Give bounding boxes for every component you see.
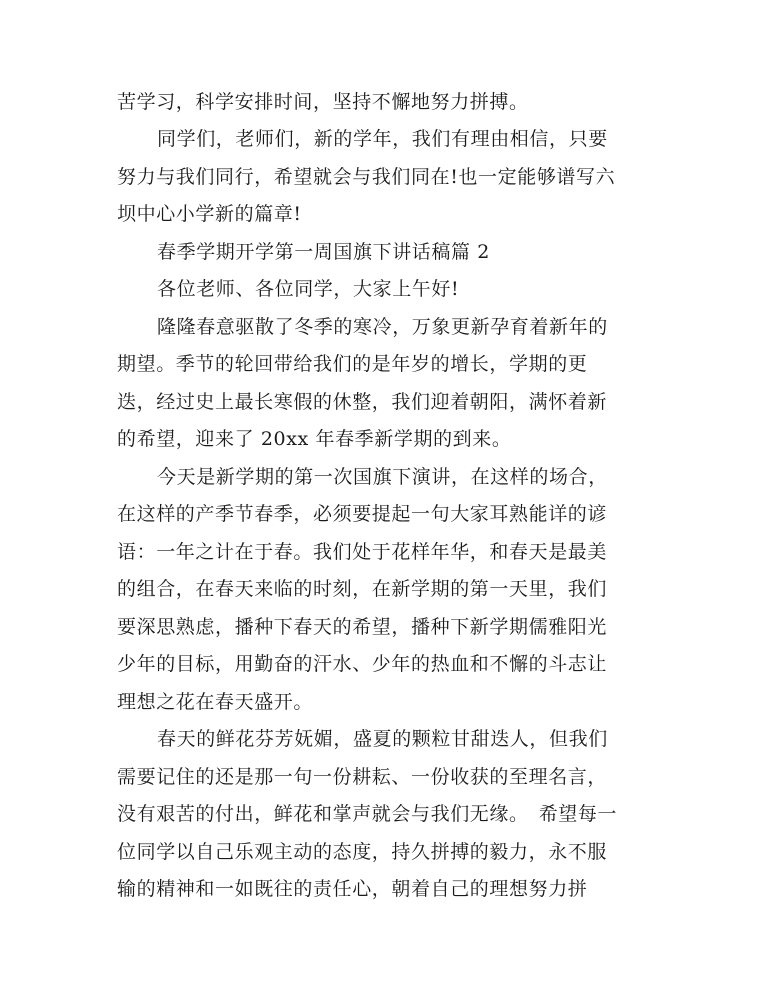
text-line: 坝中心小学新的篇章! <box>117 203 302 225</box>
text-line: 需要记住的还是那一句一份耕耘、一份收获的至理名言， <box>117 766 608 788</box>
text-line: 理想之花在春天盛开。 <box>117 691 314 713</box>
text-line: 位同学以自己乐观主动的态度，持久拼搏的毅力，永不服 <box>117 841 608 863</box>
text-line: 努力与我们同行，希望就会与我们同在!也一定能够谱写六 <box>117 166 616 188</box>
text-line: 苦学习，科学安排时间，坚持不懈地努力拼搏。 <box>117 91 529 113</box>
text-line: 迭，经过史上最长寒假的休整，我们迎着朝阳，满怀着新 <box>117 391 608 413</box>
text-line: 的希望，迎来了 20xx 年春季新学期的到来。 <box>117 428 512 450</box>
text-line: 输的精神和一如既往的责任心，朝着自己的理想努力拼 <box>117 878 588 900</box>
text-line: 今天是新学期的第一次国旗下演讲，在这样的场合， <box>157 466 608 488</box>
text-line: 少年的目标，用勤奋的汗水、少年的热血和不懈的斗志让 <box>117 653 608 675</box>
greeting-line: 各位老师、各位同学，大家上午好! <box>157 278 460 300</box>
section-heading: 春季学期开学第一周国旗下讲话稿篇 2 <box>157 241 490 263</box>
text-line: 在这样的产季节春季，必须要提起一句大家耳熟能详的谚 <box>117 503 608 525</box>
text-line: 同学们，老师们，新的学年，我们有理由相信，只要 <box>157 128 608 150</box>
text-line: 春天的鲜花芬芳妩媚，盛夏的颗粒甘甜迭人，但我们 <box>157 728 608 750</box>
text-line: 隆隆春意驱散了冬季的寒冷，万象更新孕育着新年的 <box>157 316 608 338</box>
text-line: 的组合，在春天来临的时刻，在新学期的第一天里，我们 <box>117 578 608 600</box>
text-line: 语：一年之计在于春。我们处于花样年华，和春天是最美 <box>117 541 608 563</box>
text-line: 没有艰苦的付出，鲜花和掌声就会与我们无缘。 希望每一 <box>117 803 618 825</box>
text-line: 要深思熟虑，播种下春天的希望，播种下新学期儒雅阳光 <box>117 616 608 638</box>
text-line: 期望。季节的轮回带给我们的是年岁的增长，学期的更 <box>117 353 588 375</box>
